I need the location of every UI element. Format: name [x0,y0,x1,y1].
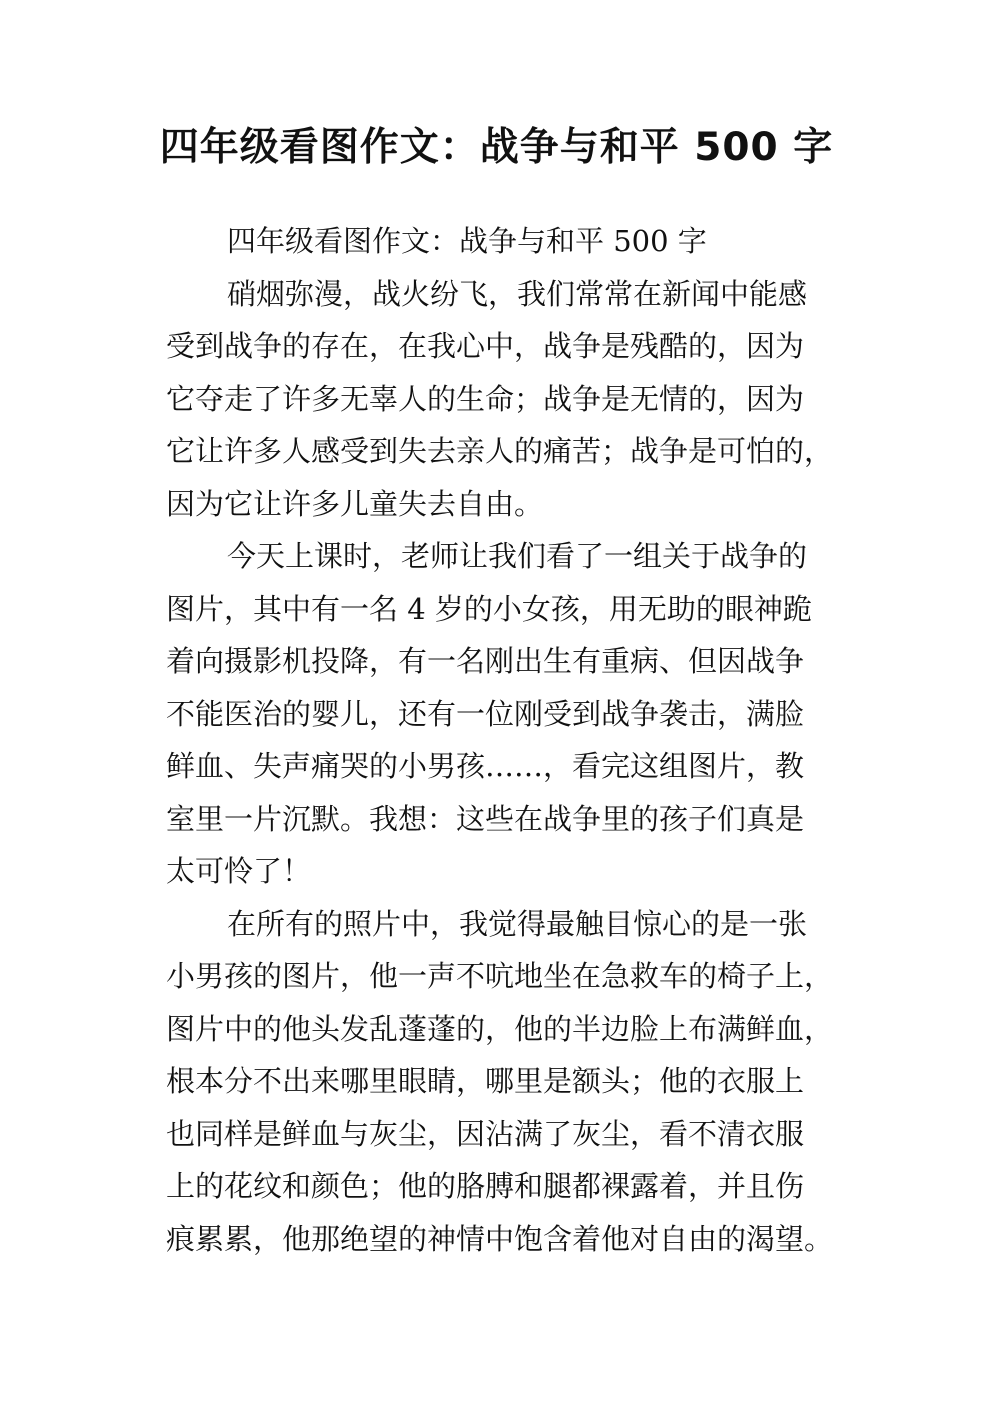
text-line: 室里一片沉默。我想：这些在战争里的孩子们真是 [166,801,805,836]
text-line: 不能医治的婴儿，还有一位刚受到战争袭击，满脸 [166,696,805,731]
text-line: 着向摄影机投降，有一名刚出生有重病、但因战争 [166,644,805,678]
text-line: 鲜血、失声痛哭的小男孩……，看完这组图片，教 [166,749,805,783]
page-title: 四年级看图作文：战争与和平 500 字 [159,125,834,170]
text-line: 也同样是鲜血与灰尘，因沾满了灰尘，看不清衣服 [166,1116,805,1151]
text-line: 在所有的照片中，我觉得最触目惊心的是一张 [227,906,808,941]
text-line: 四年级看图作文：战争与和平 500 字 [227,224,707,258]
text-line: 上的花纹和颜色；他的胳膊和腿都裸露着，并且伤 [166,1169,805,1203]
text-line: 它夺走了许多无辜人的生命；战争是无情的，因为 [166,381,805,416]
text-line: 太可怜了！ [166,854,312,888]
text-line: 硝烟弥漫，战火纷飞，我们常常在新闻中能感 [227,276,808,311]
text-line: 受到战争的存在，在我心中，战争是残酷的，因为 [166,329,805,363]
text-line: 今天上课时，老师让我们看了一组关于战争的 [227,539,808,573]
text-line: 因为它让许多儿童失去自由。 [166,486,544,521]
text-line: 根本分不出来哪里眼睛，哪里是额头；他的衣服上 [166,1064,805,1098]
essay-body [166,215,856,1265]
text-line: 图片中的他头发乱蓬蓬的，他的半边脸上布满鲜血， [166,1011,834,1046]
text-line: 它让许多人感受到失去亲人的痛苦；战争是可怕的， [166,434,834,468]
text-line: 痕累累，他那绝望的神情中饱含着他对自由的渴望。 [166,1221,834,1256]
text-line: 图片，其中有一名 4 岁的小女孩，用无助的眼神跪 [166,591,812,626]
text-line: 小男孩的图片，他一声不吭地坐在急救车的椅子上， [166,959,834,993]
